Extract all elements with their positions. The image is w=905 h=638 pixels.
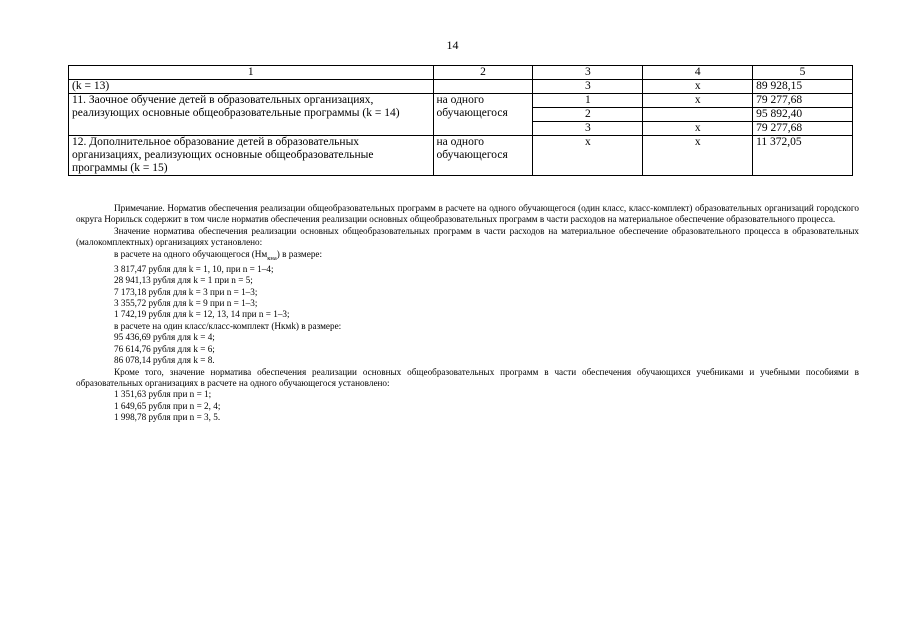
per-student-title-end: ) в размере: [276, 248, 323, 259]
table-cell: 11. Заочное обучение детей в образовательных организациях, реализующих основные общеобразовательные программы (k = 14) [69, 94, 434, 136]
list-item: 1 649,65 рубля при n = 2, 4; [114, 400, 221, 411]
table-cell: на одного обучающегося [433, 94, 533, 136]
table-header-cell: 2 [433, 66, 533, 80]
table-cell: х [643, 80, 753, 94]
table-cell: на одного обучающегося [433, 136, 533, 176]
subscript: кна [267, 254, 277, 262]
table-row [69, 136, 853, 176]
list-item: 76 614,76 рубля для k = 6; [114, 343, 215, 354]
table-cell: 95 892,40 [753, 108, 853, 122]
table-cell: х [643, 94, 753, 108]
list-item: 95 436,69 рубля для k = 4; [114, 332, 215, 343]
table-header-cell: 1 [69, 66, 434, 80]
table-cell: х [643, 122, 753, 136]
table-header-cell: 4 [643, 66, 753, 80]
table-cell: х [533, 136, 643, 176]
table-row [69, 94, 853, 108]
list-item: 3 817,47 рубля для k = 1, 10, при n = 1–4; [114, 263, 274, 274]
table-header-row [69, 66, 853, 80]
table-cell: 3 [533, 80, 643, 94]
list-item: 1 742,19 рубля для k = 12, 13, 14 при n = 1–3; [114, 309, 290, 320]
per-student-title-text: в расчете на одного обучающегося (Нм [114, 248, 268, 259]
list-item: 3 355,72 рубля для k = 9 при n = 1–3; [114, 298, 258, 309]
per-student-title [76, 249, 859, 264]
note-paragraph: Примечание. Норматив обеспечения реализации общеобразовательных программ в расчете на одного обучающегося (один класс, класс-комплект) образовательных организаций городского округа Норильск содержит в том числе норматив обеспечения реализации основных общеобразовательных программ в части расходов на материальное обеспечение образовательного процесса. [76, 203, 859, 225]
list-item: 28 941,13 рубля для k = 1 при n = 5; [114, 275, 253, 286]
table-header-cell: 3 [533, 66, 643, 80]
list-item: 1 998,78 рубля при n = 3, 5. [114, 412, 221, 423]
table-cell [643, 108, 753, 122]
table-cell: х [643, 136, 753, 176]
table-cell: (k = 13) [69, 80, 434, 94]
list-item: 7 173,18 рубля для k = 3 при n = 1–3; [114, 286, 258, 297]
table-cell: 12. Дополнительное образование детей в образовательных организациях, реализующих основные общеобразовательные программы (k = 15) [69, 136, 434, 176]
list-item: 86 078,14 рубля для k = 8. [114, 355, 215, 366]
table-cell: 11 372,05 [753, 136, 853, 176]
list-item: 1 351,63 рубля при n = 1; [114, 389, 212, 400]
table-cell: 1 [533, 94, 643, 108]
table-cell [433, 80, 533, 94]
table-cell: 2 [533, 108, 643, 122]
table-row [69, 80, 853, 94]
page-number: 14 [446, 38, 459, 52]
norm-table [68, 65, 853, 176]
per-class-title: в расчете на один класс/класс-комплект (Нкмk) в размере: [114, 320, 342, 331]
table-cell: 3 [533, 122, 643, 136]
table-header-cell: 5 [753, 66, 853, 80]
table-cell: 79 277,68 [753, 94, 853, 108]
note-paragraph: Значение норматива обеспечения реализации основных общеобразовательных программ в части расходов на материальное обеспечение образовательного процесса в образовательных (малокомплектных) организациях установлено: [76, 225, 859, 248]
note-paragraph: Кроме того, значение норматива обеспечения реализации основных общеобразовательных программ в части обеспечения обучающихся учебниками и учебными пособиями в образовательных организациях в расчете на одного обучающегося установлено: [76, 366, 859, 388]
notes-section [76, 203, 859, 424]
table-cell: 79 277,68 [753, 122, 853, 136]
table-cell: 89 928,15 [753, 80, 853, 94]
